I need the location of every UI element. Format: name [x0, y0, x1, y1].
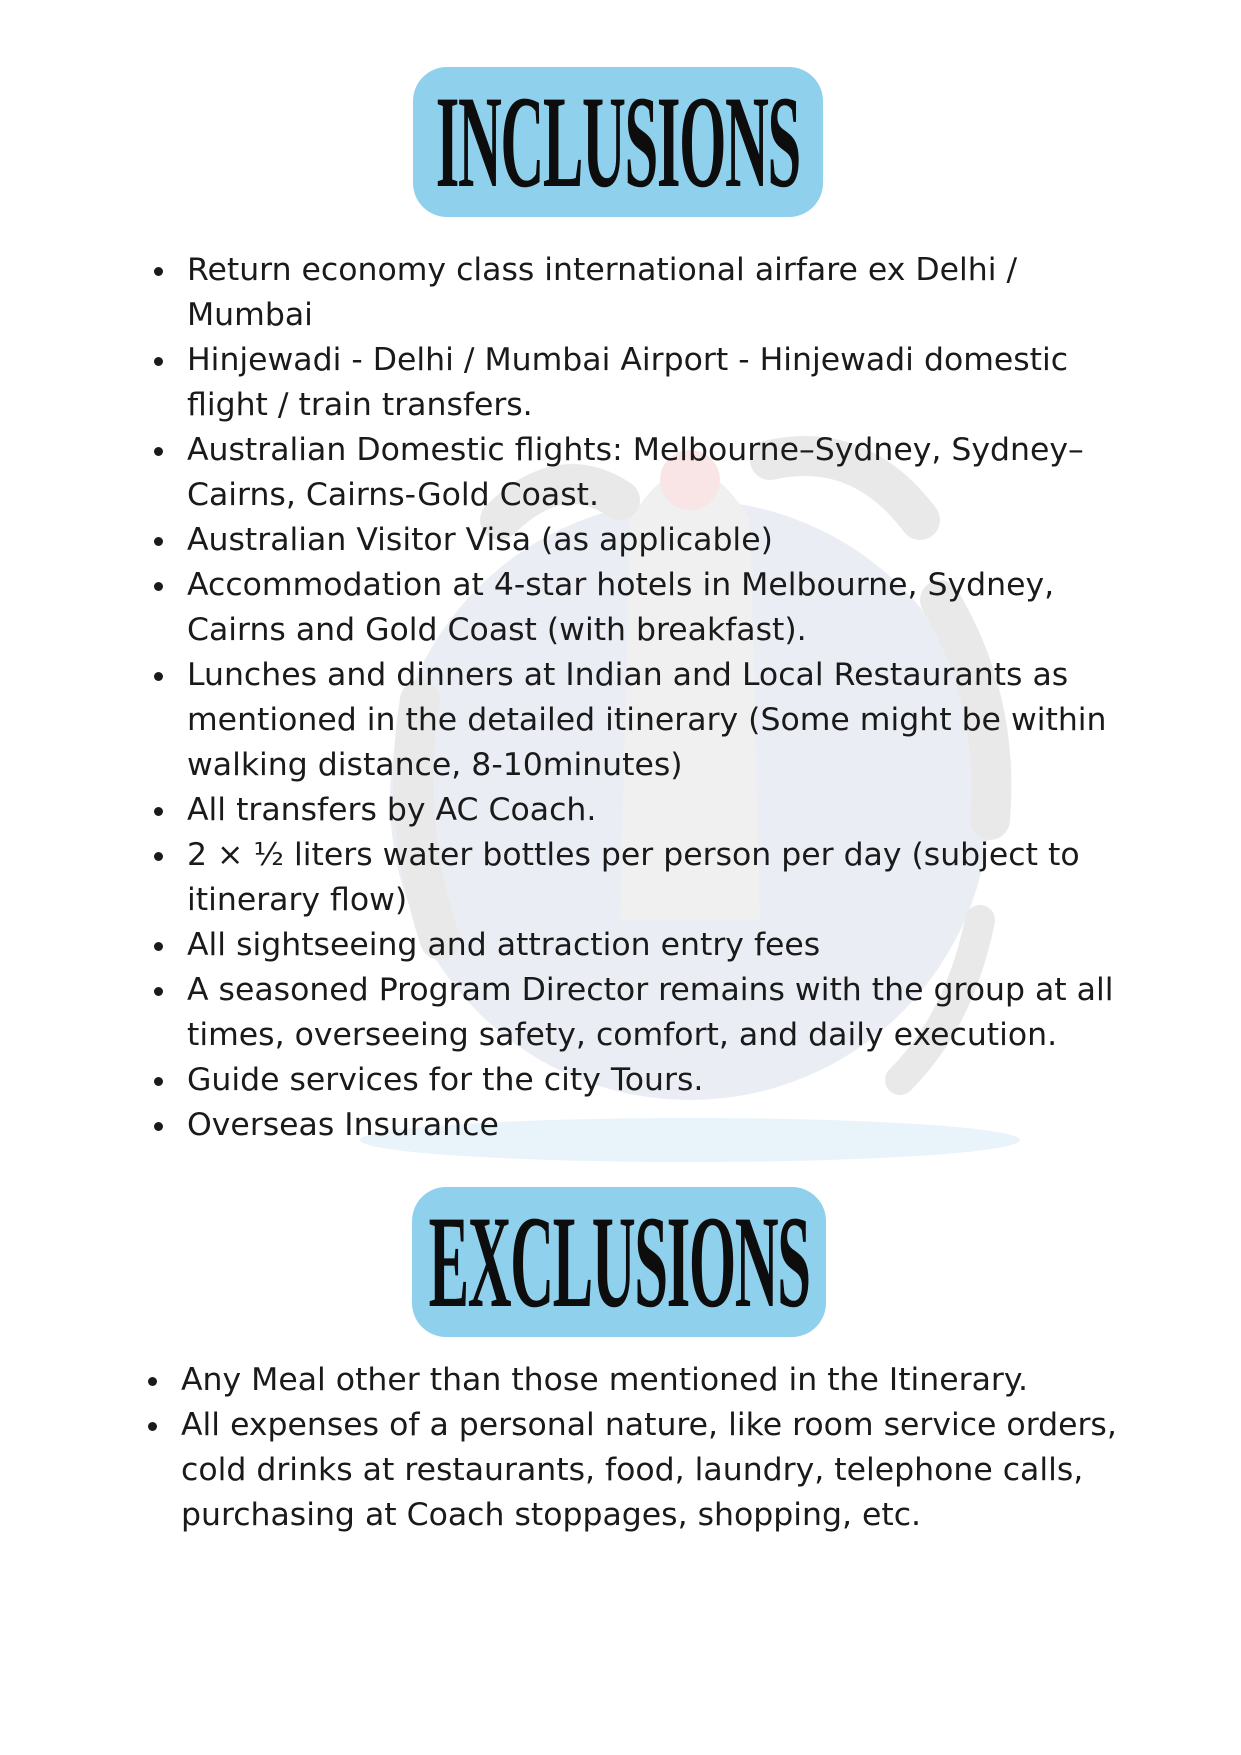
exclusions-title: EXCLUSIONS	[428, 1188, 810, 1335]
exclusions-list	[148, 1358, 1128, 1538]
inclusions-item: 2 × ½ liters water bottles per person per day (subject to itinerary flow)	[154, 833, 1134, 923]
inclusions-heading-badge	[413, 67, 823, 217]
inclusions-item: Overseas Insurance	[154, 1103, 1134, 1148]
inclusions-item: All transfers by AC Coach.	[154, 788, 1134, 833]
inclusions-item: Return economy class international airfare ex Delhi / Mumbai	[154, 248, 1134, 338]
inclusions-list	[154, 248, 1134, 1148]
inclusions-item: Lunches and dinners at Indian and Local Restaurants as mentioned in the detailed itinerary (Some might be within walking distance, 8-10minutes)	[154, 653, 1134, 788]
inclusions-item: Australian Domestic flights: Melbourne–Sydney, Sydney–Cairns, Cairns-Gold Coast.	[154, 428, 1134, 518]
exclusions-heading-badge	[412, 1187, 826, 1337]
inclusions-item: Australian Visitor Visa (as applicable)	[154, 518, 1134, 563]
inclusions-item: Guide services for the city Tours.	[154, 1058, 1134, 1103]
inclusions-item: Hinjewadi - Delhi / Mumbai Airport - Hinjewadi domestic flight / train transfers.	[154, 338, 1134, 428]
exclusions-item: All expenses of a personal nature, like room service orders, cold drinks at restaurants, food, laundry, telephone calls, purchasing at Coach stoppages, shopping, etc.	[148, 1403, 1128, 1538]
inclusions-title: INCLUSIONS	[435, 68, 801, 215]
exclusions-item: Any Meal other than those mentioned in the Itinerary.	[148, 1358, 1128, 1403]
inclusions-item: Accommodation at 4-star hotels in Melbourne, Sydney, Cairns and Gold Coast (with breakfast).	[154, 563, 1134, 653]
inclusions-item: A seasoned Program Director remains with the group at all times, overseeing safety, comfort, and daily execution.	[154, 968, 1134, 1058]
inclusions-item: All sightseeing and attraction entry fees	[154, 923, 1134, 968]
